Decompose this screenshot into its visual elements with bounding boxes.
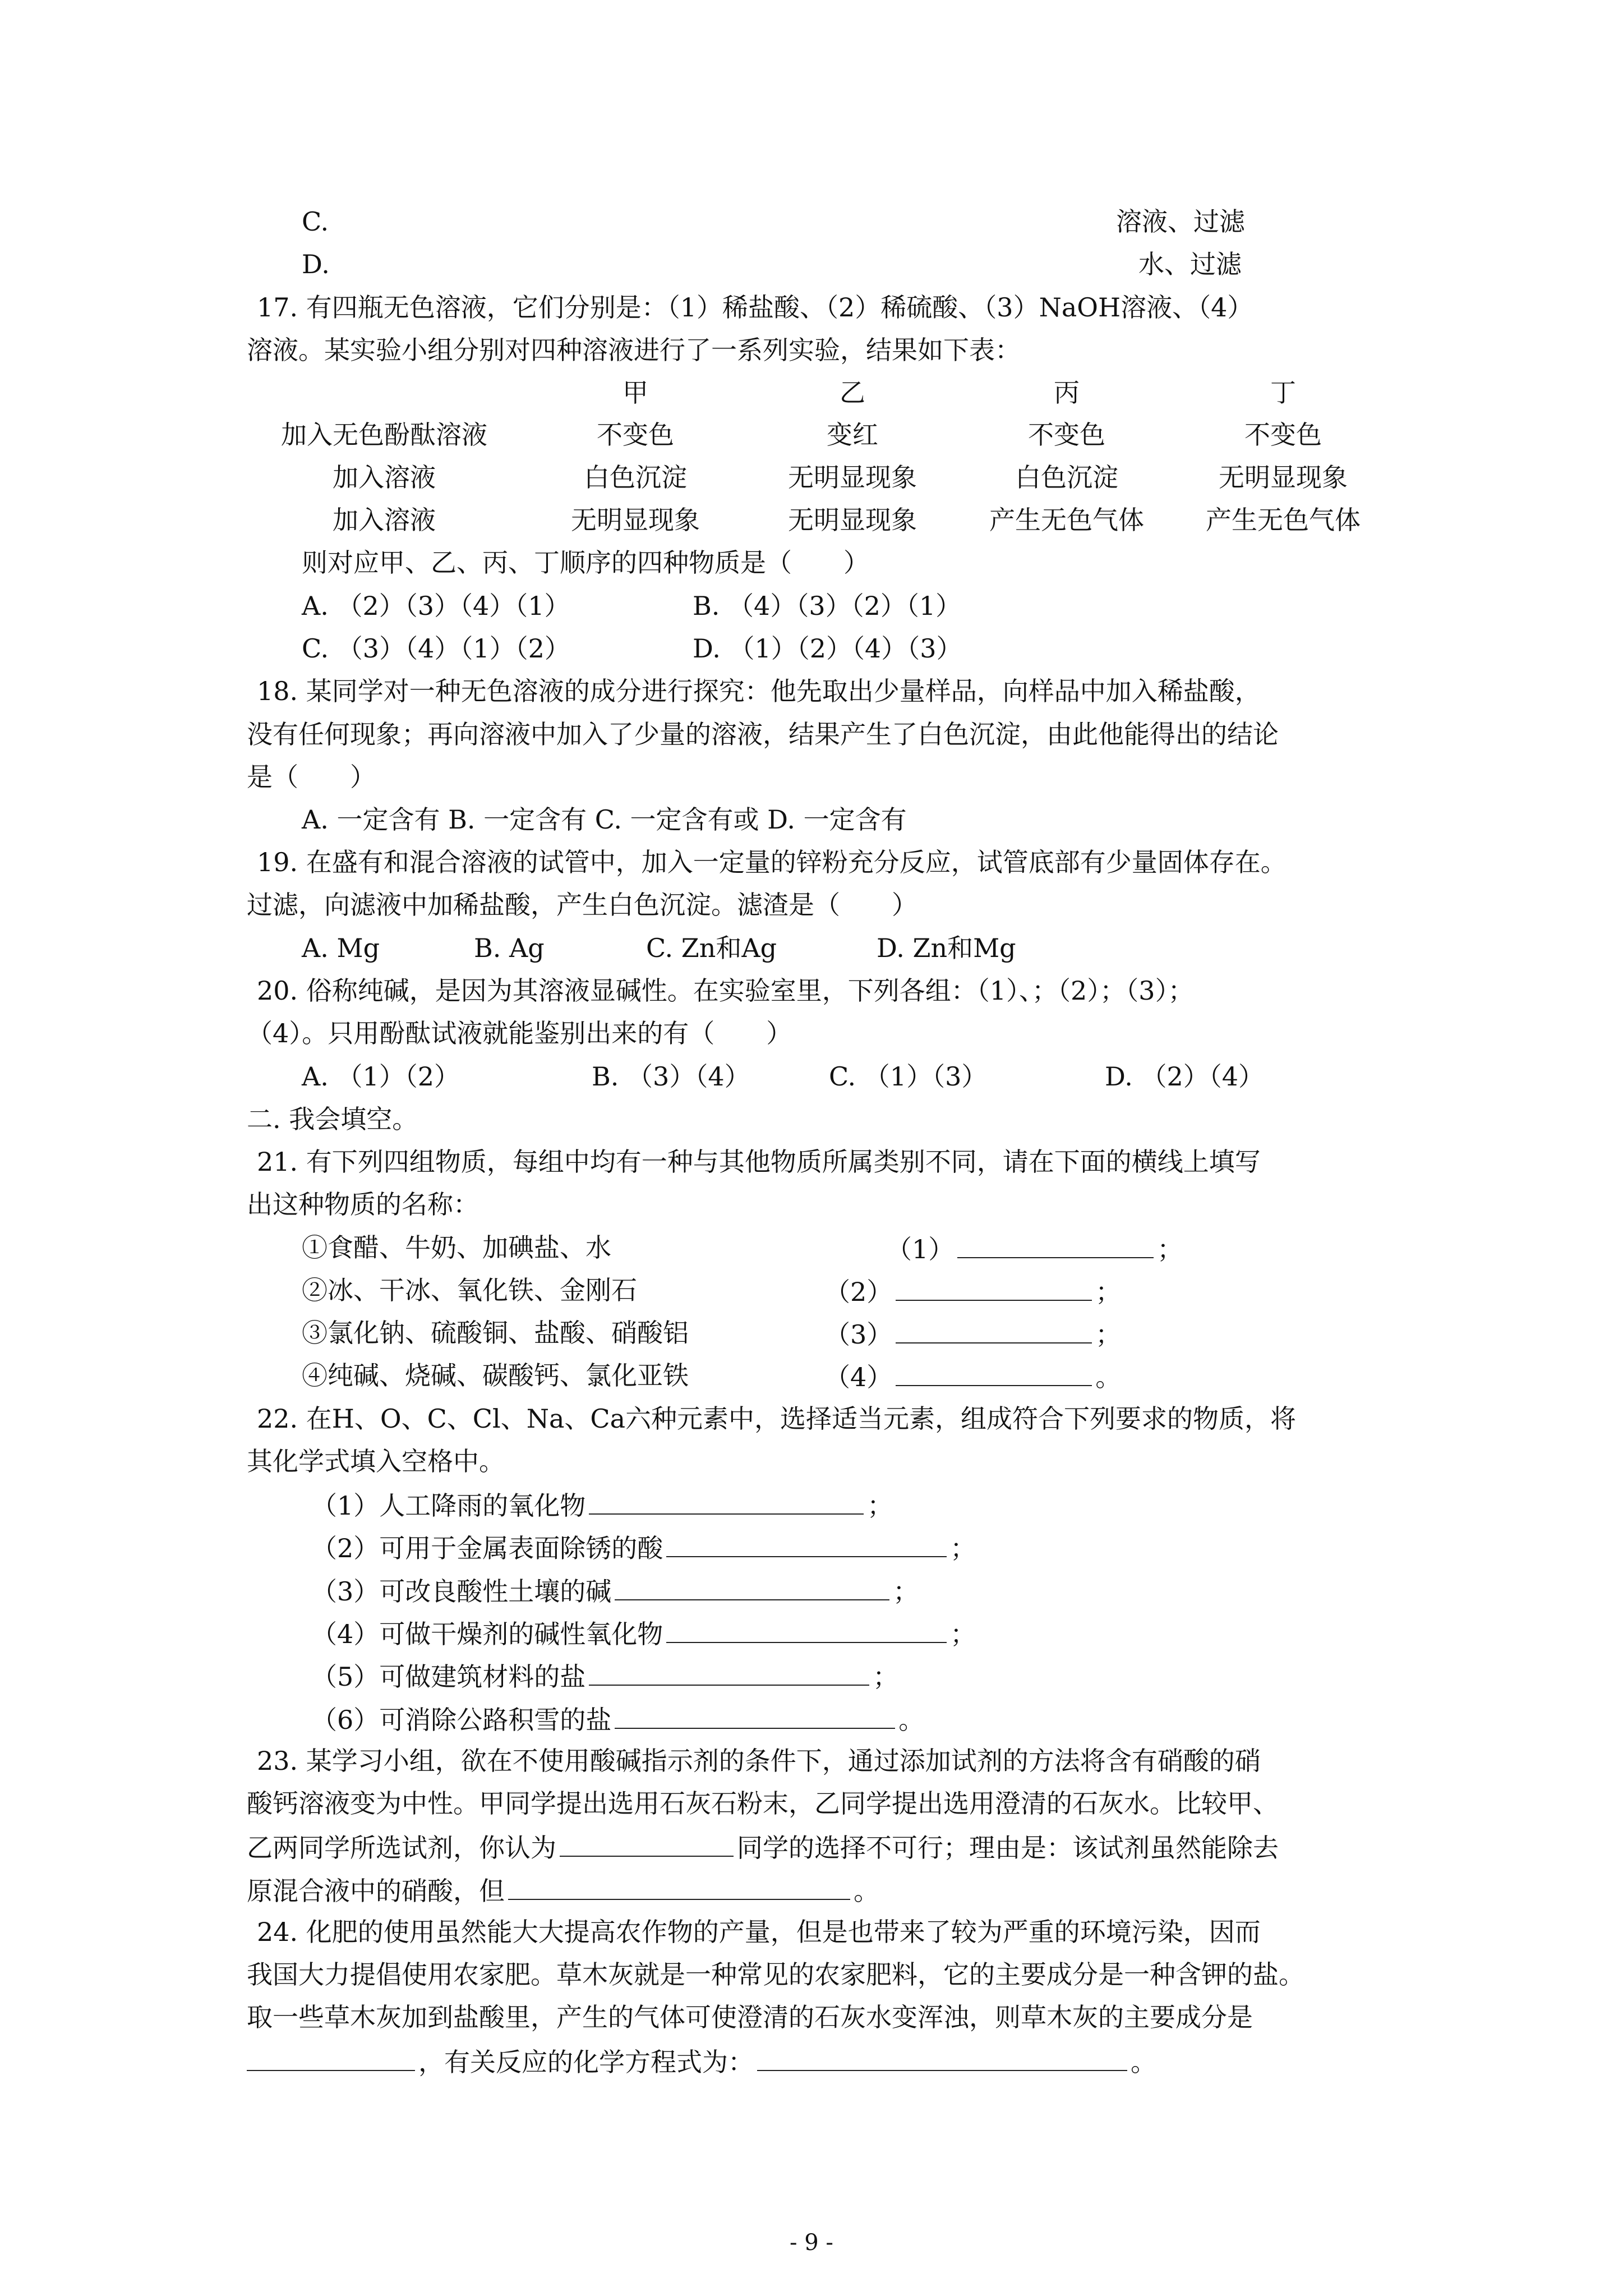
q20-option-a: A. （1）（2）: [302, 1061, 460, 1092]
q23-line-3: [247, 1833, 1279, 1861]
q21-item-2-number: （2）: [824, 1277, 893, 1307]
q16-option-d-text: 水、过滤: [1138, 249, 1242, 279]
page-number: - 9 -: [790, 2230, 833, 2256]
table-row-label: 加入无色酚酞溶液: [281, 420, 487, 450]
q21-item-3-answer: [824, 1319, 1122, 1350]
q20-line-1: 20. 俗称纯碱，是因为其溶液显碱性。在实验室里，下列各组：（1）、；（2）；（3）；: [257, 976, 1194, 1006]
q16-option-c-label: C.: [302, 206, 329, 237]
q23-line-2: 酸钙溶液变为中性。甲同学提出选用石灰石粉末，乙同学提出选用澄清的石灰水。比较甲、: [247, 1788, 1279, 1819]
answer-blank[interactable]: [666, 1619, 947, 1643]
q21-item-1-answer: [886, 1235, 1183, 1262]
q22-item-4-text: （4）可做干燥剂的碱性氧化物: [311, 1619, 663, 1649]
q23-line-4: [247, 1876, 879, 1904]
q22-item-2-text: （2）可用于金属表面除锈的酸: [311, 1533, 663, 1563]
q18-line-3: 是（ ）: [247, 762, 376, 792]
q22-item-1-end: ；: [867, 1490, 893, 1521]
table-row-label: 加入溶液: [333, 462, 436, 493]
q22-item-5-text: （5）可做建筑材料的盐: [311, 1662, 586, 1692]
q21-item-4: ④纯碱、烧碱、碳酸钙、氯化亚铁: [302, 1360, 689, 1391]
table-header-yi: 乙: [840, 378, 865, 408]
q21-item-3-end: ；: [1095, 1319, 1122, 1350]
q16-option-c-text: 溶液、过滤: [1116, 206, 1245, 237]
q20-line-2: （4）。只用酚酞试液就能鉴别出来的有（ ）: [247, 1018, 792, 1048]
q20-option-c: C. （1）（3）: [829, 1061, 988, 1092]
q17-line-2: 溶液。某实验小组分别对四种溶液进行了一系列实验，结果如下表：: [247, 335, 1021, 365]
table-cell: 不变色: [597, 420, 674, 450]
answer-blank[interactable]: [957, 1235, 1154, 1258]
q23-line-3-end: 同学的选择不可行；理由是：该试剂虽然能除去: [737, 1833, 1279, 1863]
answer-blank[interactable]: [757, 2047, 1127, 2071]
table-cell: 变红: [827, 420, 878, 450]
q18-line-1: 18. 某同学对一种无色溶液的成分进行探究：他先取出少量样品，向样品中加入稀盐酸，: [257, 676, 1261, 706]
table-header-ding: 丁: [1270, 378, 1296, 408]
q19-line-1: 19. 在盛有和混合溶液的试管中，加入一定量的锌粉充分反应，试管底部有少量固体存在。: [257, 847, 1287, 877]
q22-item-2-end: ；: [950, 1533, 976, 1563]
q23-line-4-end: 。: [854, 1876, 879, 1906]
table-row-label: 加入溶液: [333, 505, 436, 535]
q24-line-2: 我国大力提倡使用农家肥。草木灰就是一种常见的农家肥料，它的主要成分是一种含钾的盐。: [247, 1959, 1304, 1990]
answer-blank[interactable]: [589, 1662, 869, 1686]
q21-item-2-answer: [824, 1277, 1121, 1305]
q16-option-d-label: D.: [302, 249, 330, 279]
q21-item-2: ②冰、干冰、氧化铁、金刚石: [302, 1275, 637, 1305]
q19-option-b: B. Ag: [474, 933, 545, 963]
q21-item-4-end: 。: [1095, 1362, 1122, 1392]
q19-option-a: A. Mg: [302, 933, 380, 963]
q21-line-2: 出这种物质的名称：: [247, 1189, 479, 1220]
q24-line-4: [247, 2047, 1156, 2075]
q17-option-d: D. （1）（2）（4）（3）: [693, 633, 962, 664]
q17-option-a: A. （2）（3）（4）（1）: [302, 591, 570, 621]
answer-blank[interactable]: [896, 1277, 1092, 1301]
q22-item-5: [311, 1662, 898, 1690]
table-cell: 无明显现象: [1219, 462, 1348, 493]
q20-option-b: B. （3）（4）: [592, 1061, 750, 1092]
table-cell: 无明显现象: [571, 505, 700, 535]
answer-blank[interactable]: [896, 1320, 1092, 1343]
q19-option-d: D. Zn和Mg: [877, 933, 1016, 963]
answer-blank[interactable]: [560, 1833, 734, 1857]
answer-blank[interactable]: [247, 2047, 415, 2071]
q23-line-1: 23. 某学习小组，欲在不使用酸碱指示剂的条件下，通过添加试剂的方法将含有硝酸的硝: [257, 1746, 1261, 1776]
table-cell: 无明显现象: [788, 462, 917, 493]
q23-line-4-start: 原混合液中的硝酸，但: [247, 1876, 505, 1906]
q22-item-6-text: （6）可消除公路积雪的盐: [311, 1705, 612, 1735]
table-cell: 产生无色气体: [1206, 505, 1361, 535]
table-header-jia: 甲: [623, 378, 648, 408]
q24-line-1: 24. 化肥的使用虽然能大大提高农作物的产量，但是也带来了较为严重的环境污染，因而: [257, 1917, 1261, 1947]
q24-line-4-middle: ，有关反应的化学方程式为：: [418, 2047, 754, 2077]
q22-item-1-text: （1）人工降雨的氧化物: [311, 1490, 586, 1521]
q17-line-1: 17. 有四瓶无色溶液，它们分别是：（1）稀盐酸、（2）稀硫酸、（3）NaOH溶液、（4）: [257, 292, 1253, 323]
q21-item-1-number: （1）: [886, 1234, 955, 1264]
q18-line-2: 没有任何现象；再向溶液中加入了少量的溶液，结果产生了白色沉淀，由此他能得出的结论: [247, 719, 1279, 749]
q20-option-d: D. （2）（4）: [1105, 1061, 1265, 1092]
q17-question: 则对应甲、乙、丙、丁顺序的四种物质是（ ）: [302, 547, 869, 578]
q19-option-c: C. Zn和Ag: [646, 933, 777, 963]
q22-item-4-end: ；: [950, 1619, 976, 1649]
table-cell: 无明显现象: [788, 505, 917, 535]
q22-item-1: [311, 1491, 893, 1519]
answer-blank[interactable]: [896, 1363, 1092, 1386]
q22-item-2: [311, 1534, 976, 1561]
table-cell: 不变色: [1244, 420, 1322, 450]
q21-item-1: ①食醋、牛奶、加碘盐、水: [302, 1232, 611, 1263]
q21-item-3-number: （3）: [824, 1319, 893, 1350]
q24-line-3: 取一些草木灰加到盐酸里，产生的气体可使澄清的石灰水变浑浊，则草木灰的主要成分是: [247, 2002, 1253, 2032]
table-cell: 白色沉淀: [1015, 462, 1118, 493]
q22-item-3-text: （3）可改良酸性土壤的碱: [311, 1576, 612, 1607]
q22-item-3-end: ；: [893, 1576, 919, 1607]
q24-line-4-end: 。: [1131, 2047, 1156, 2077]
q22-item-4: [311, 1619, 976, 1647]
section-heading: 二. 我会填空。: [247, 1104, 418, 1134]
q17-option-c: C. （3）（4）（1）（2）: [302, 633, 570, 664]
q22-item-6: [311, 1705, 924, 1733]
q21-item-4-answer: [824, 1363, 1121, 1390]
q21-item-3: ③氯化钠、硫酸铜、盐酸、硝酸铝: [302, 1318, 689, 1348]
table-cell: 产生无色气体: [989, 505, 1144, 535]
q22-line-1: 22. 在H、O、C、Cl、Na、Ca六种元素中，选择适当元素，组成符合下列要求的物质，将: [257, 1404, 1297, 1434]
q19-line-2: 过滤，向滤液中加稀盐酸，产生白色沉淀。滤渣是（ ）: [247, 890, 917, 920]
q17-option-b: B. （4）（3）（2）（1）: [693, 591, 962, 621]
q21-line-1: 21. 有下列四组物质，每组中均有一种与其他物质所属类别不同，请在下面的横线上填写: [257, 1147, 1261, 1177]
answer-blank[interactable]: [589, 1491, 864, 1515]
answer-blank[interactable]: [615, 1577, 889, 1600]
q22-line-2: 其化学式填入空格中。: [247, 1446, 505, 1476]
table-cell: 不变色: [1028, 420, 1105, 450]
table-cell: 白色沉淀: [584, 462, 687, 493]
answer-blank[interactable]: [508, 1876, 850, 1900]
q21-item-4-number: （4）: [824, 1362, 893, 1392]
q18-options: A. 一定含有 B. 一定含有 C. 一定含有或 D. 一定含有: [302, 804, 907, 835]
q23-line-3-start: 乙两同学所选试剂，你认为: [247, 1833, 556, 1863]
q22-item-6-end: 。: [898, 1705, 925, 1735]
answer-blank[interactable]: [615, 1705, 895, 1729]
q22-item-3: [311, 1576, 919, 1607]
q22-item-5-end: ；: [873, 1662, 899, 1692]
q21-item-2-end: ；: [1095, 1277, 1122, 1307]
table-header-bing: 丙: [1054, 378, 1080, 408]
q21-item-1-end: ；: [1157, 1234, 1183, 1264]
answer-blank[interactable]: [666, 1534, 947, 1557]
